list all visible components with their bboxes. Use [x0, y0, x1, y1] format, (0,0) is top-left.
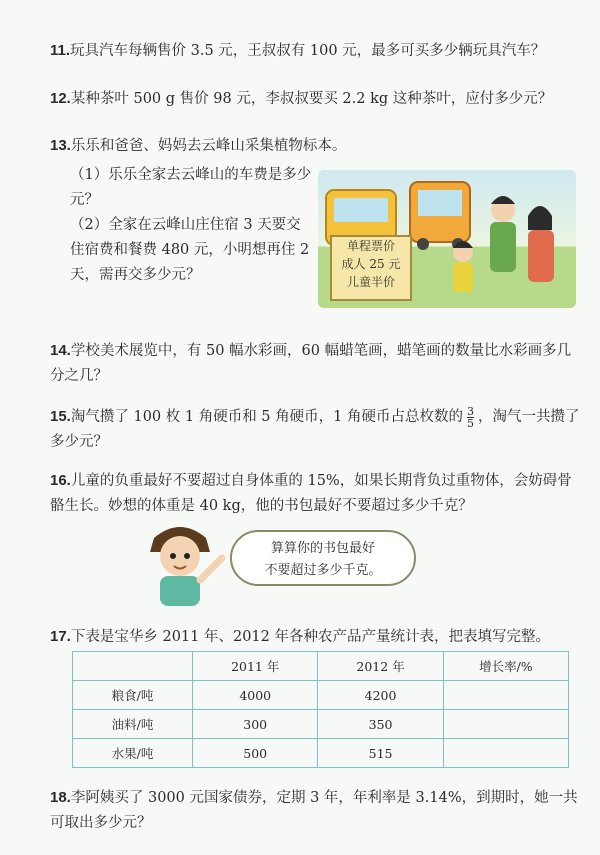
table-cell: 粮食/吨	[73, 681, 193, 710]
question-text: 儿童的负重最好不要超过自身体重的 15%，如果长期背负过重物体，会妨碍骨骼生长。妙想的体重是 40 kg，他的书包最好不要超过多少千克？	[50, 473, 572, 514]
table-cell: 4000	[193, 681, 318, 710]
ticket-price-sign	[330, 235, 412, 301]
sign-line: 儿童半价	[346, 275, 395, 289]
bubble-line: 算算你的书包最好	[270, 541, 375, 556]
question-text: 学校美术展览中，有 50 幅水彩画，60 幅蜡笔画，蜡笔画的数量比水彩画多几分之几？	[50, 343, 572, 384]
question-11	[50, 38, 580, 64]
question-number: 13.	[50, 137, 71, 154]
question-text: 下表是宝华乡 2011 年、2012 年各种农产品产量统计表，把表填写完整。	[70, 629, 550, 645]
boy-illustration	[132, 520, 232, 610]
table-cell: 油料/吨	[73, 710, 193, 739]
question-18	[50, 785, 580, 836]
question-15	[50, 404, 580, 455]
fraction-numerator: 3	[466, 404, 474, 418]
table-header: 2011 年	[193, 652, 318, 681]
answer-cell[interactable]	[443, 681, 568, 710]
table-header: 2012 年	[318, 652, 443, 681]
table-cell: 500	[193, 739, 318, 768]
table-cell: 4200	[318, 681, 443, 710]
table-cell: 300	[193, 710, 318, 739]
question-text: 乐乐和爸爸、妈妈去云峰山采集植物标本。	[70, 138, 347, 154]
answer-cell[interactable]	[443, 739, 568, 768]
table-cell: 515	[318, 739, 443, 768]
question-17	[50, 624, 580, 650]
question-number: 11.	[50, 42, 71, 59]
question-text: 某种茶叶 500 g 售价 98 元，李叔叔要买 2.2 kg 这种茶叶，应付多少元？	[70, 91, 553, 107]
sign-line: 成人 25 元	[341, 257, 401, 271]
table-header: 增长率/%	[443, 652, 568, 681]
question-text: 李阿姨买了 3000 元国家债券，定期 3 年，年利率是 3.14%，到期时，她一共可取出多少元？	[50, 790, 578, 831]
table-header-row	[73, 652, 569, 681]
question-number: 18.	[50, 789, 71, 806]
question-13-part-1: （1）乐乐全家去云峰山的车费是多少元？	[70, 167, 312, 208]
question-13-part-2: （2）全家在云峰山庄住宿 3 天要交住宿费和餐费 480 元，小明想再住 2 天，需再交多少元？	[70, 217, 310, 283]
production-table	[72, 651, 569, 768]
table-cell: 350	[318, 710, 443, 739]
question-text: 玩具汽车每辆售价 3.5 元，王叔叔有 100 元，最多可买多少辆玩具汽车？	[70, 43, 546, 59]
question-number: 17.	[50, 628, 71, 645]
fraction-denominator: 5	[466, 416, 474, 430]
question-number: 12.	[50, 90, 71, 107]
answer-cell[interactable]	[443, 710, 568, 739]
fraction	[467, 406, 474, 429]
question-number: 16.	[50, 472, 71, 489]
bubble-line: 不要超过多少千克。	[264, 563, 382, 578]
question-number: 15.	[50, 408, 71, 425]
question-number: 14.	[50, 342, 71, 359]
table-row	[73, 739, 569, 768]
sign-line: 单程票价	[346, 239, 395, 253]
question-text: ，淘气一共攒了多少元？	[50, 409, 580, 450]
table-row	[73, 710, 569, 739]
table-header	[73, 652, 193, 681]
question-16	[50, 468, 580, 519]
speech-bubble	[230, 530, 416, 586]
question-12	[50, 86, 580, 112]
question-text: 淘气攒了 100 枚 1 角硬币和 5 角硬币，1 角硬币占总枚数的	[70, 409, 463, 425]
question-13	[50, 133, 580, 159]
table-row	[73, 681, 569, 710]
question-14	[50, 338, 580, 389]
table-cell: 水果/吨	[73, 739, 193, 768]
